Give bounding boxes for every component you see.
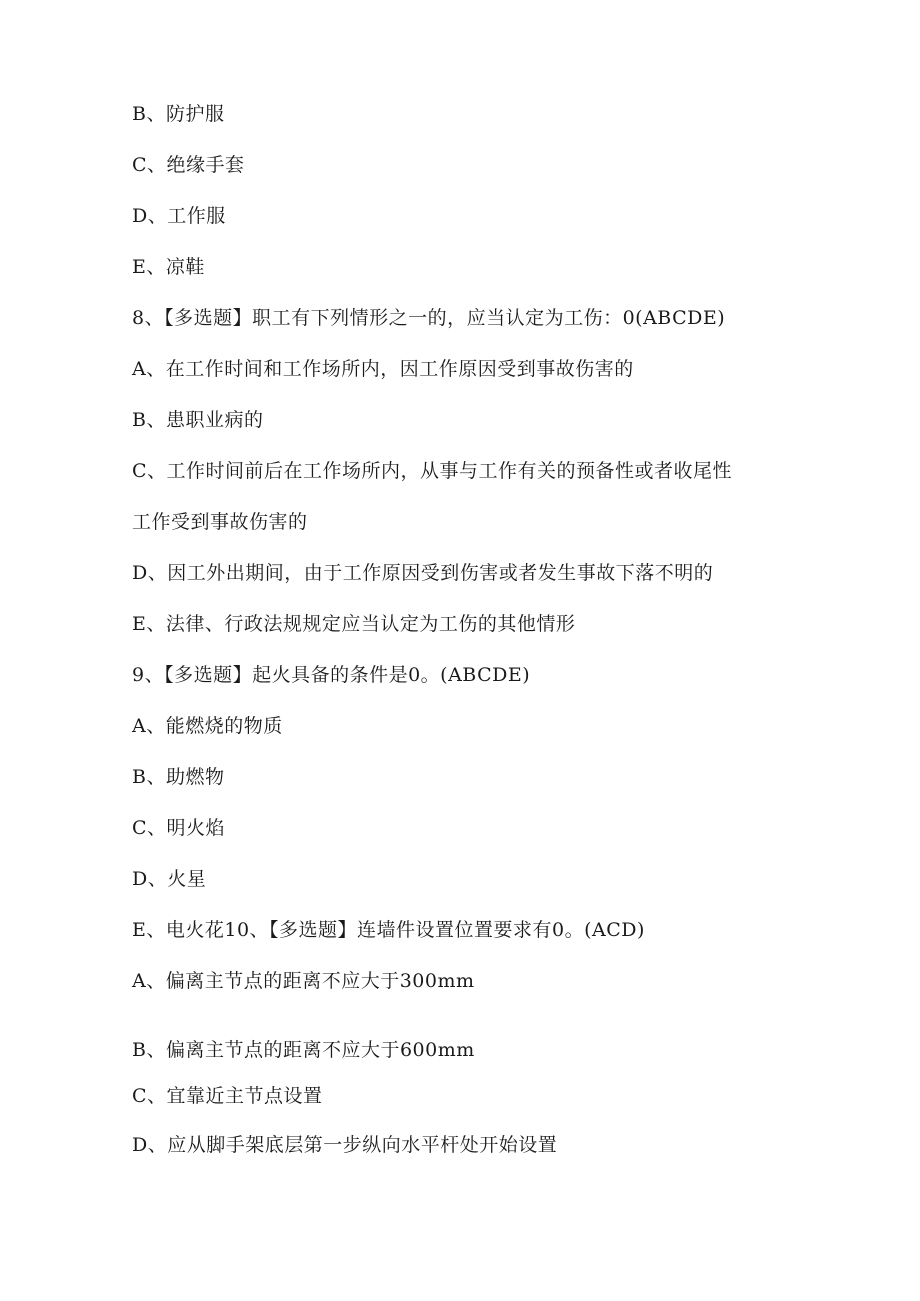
option-line: E、凉鞋 [132,256,205,278]
question-line: 9、【多选题】起火具备的条件是0。(ABCDE) [132,664,531,686]
option-line: C、绝缘手套 [132,154,245,176]
option-line: B、防护服 [132,103,225,125]
option-line-continued: 工作受到事故伤害的 [132,511,308,533]
question-line: 8、【多选题】职工有下列情形之一的，应当认定为工伤：0(ABCDE) [132,307,726,329]
option-line: D、工作服 [132,205,226,227]
option-and-question-line: E、电火花10、【多选题】连墙件设置位置要求有0。(ACD) [132,919,645,941]
option-line: B、偏离主节点的距离不应大于600mm [132,1039,475,1061]
option-line: C、工作时间前后在工作场所内，从事与工作有关的预备性或者收尾性 [132,460,733,482]
option-line: E、法律、行政法规规定应当认定为工伤的其他情形 [132,613,576,635]
option-line: C、宜靠近主节点设置 [132,1085,323,1107]
option-line: D、应从脚手架底层第一步纵向水平杆处开始设置 [132,1134,558,1156]
option-line: D、火星 [132,868,207,890]
option-line: A、能燃烧的物质 [132,715,283,737]
option-line: B、患职业病的 [132,409,264,431]
option-line: D、因工外出期间，由于工作原因受到伤害或者发生事故下落不明的 [132,562,714,584]
option-line: A、偏离主节点的距离不应大于300mm [132,970,475,992]
option-line: A、在工作时间和工作场所内，因工作原因受到事故伤害的 [132,358,634,380]
option-line: C、明火焰 [132,817,226,839]
option-line: B、助燃物 [132,766,225,788]
